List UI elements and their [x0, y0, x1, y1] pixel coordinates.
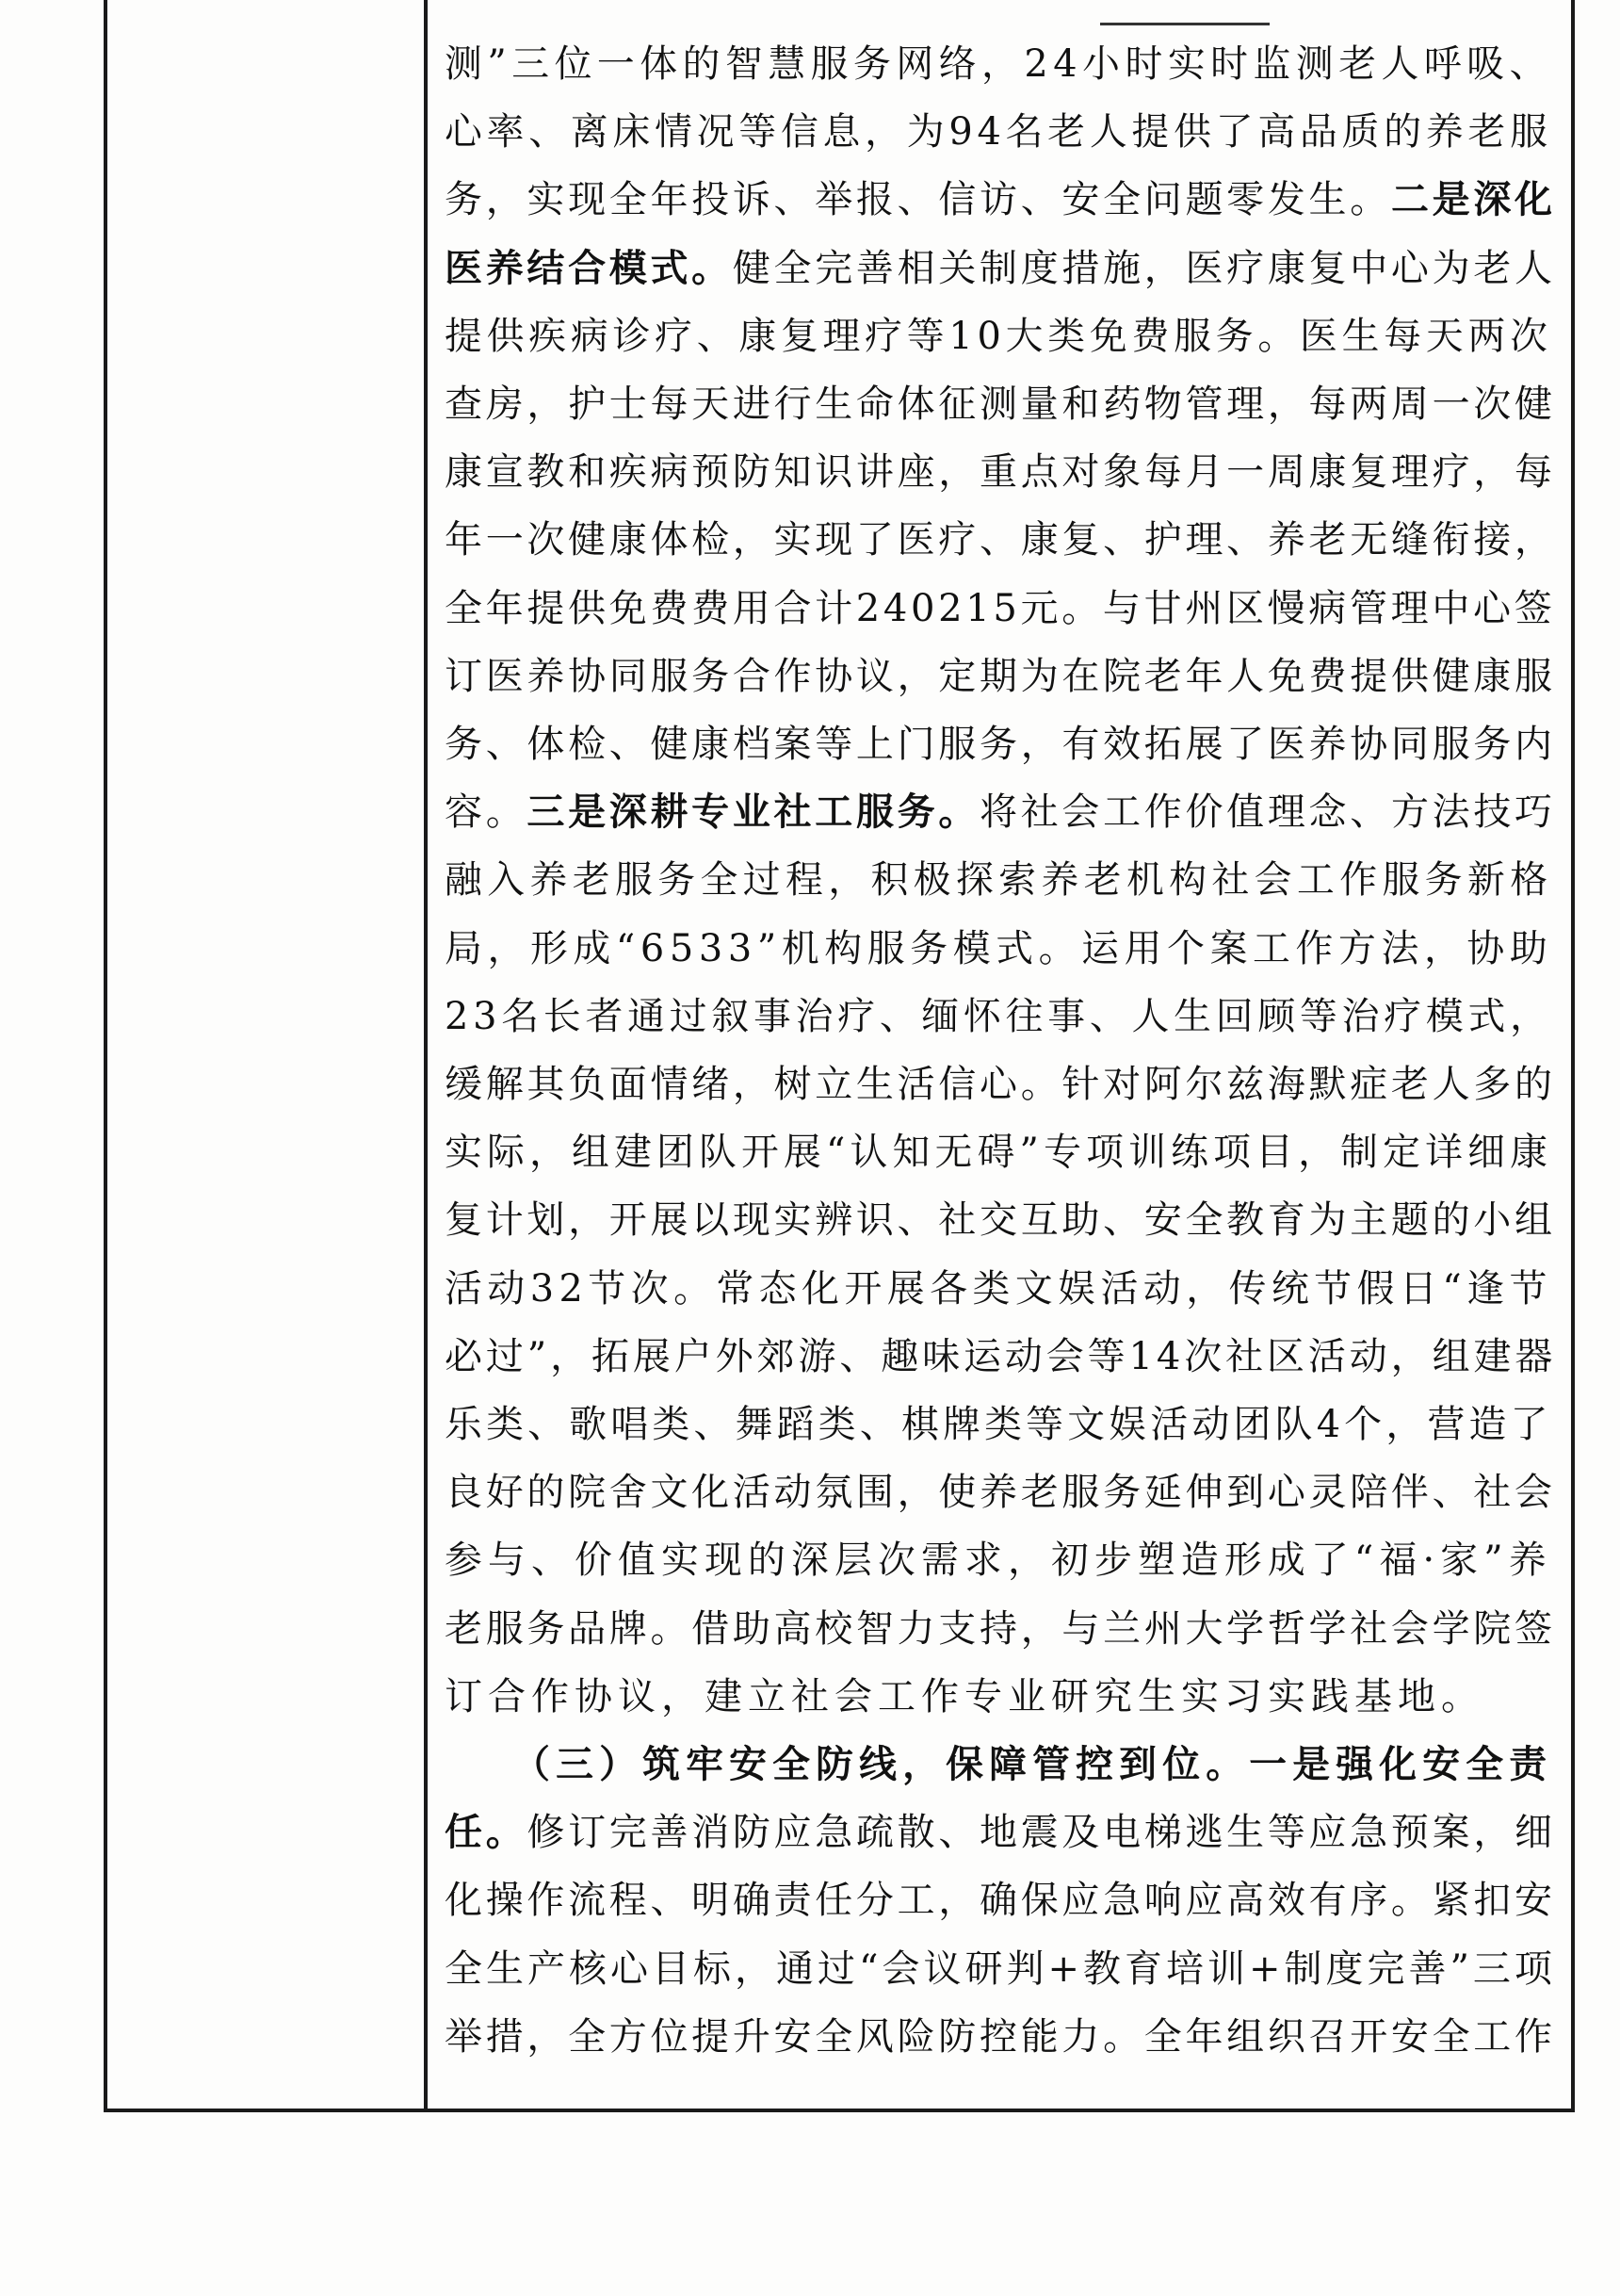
text-segment: 老服务品牌。借助高校智力支持，与兰州大学哲学社会学院签 [445, 1606, 1556, 1651]
text-segment: 全生产核心目标，通过“会议研判+教育培训+制度完善”三项 [445, 1946, 1556, 1991]
text-line [445, 846, 1552, 914]
text-line [445, 1866, 1556, 1934]
bold-text-segment: （三）筑牢安全防线，保障管控到位。一是强化安全责 [445, 1743, 1553, 1786]
text-line [445, 98, 1552, 166]
text-line [445, 2003, 1556, 2071]
text-segment: 复计划，开展以现实辨识、社交互助、安全教育为主题的小组 [445, 1198, 1556, 1243]
text-line [445, 1799, 1556, 1866]
text-line [445, 1526, 1552, 1594]
text-segment: 活动32节次。常态化开展各类文娱活动，传统节假日“逢节 [445, 1266, 1552, 1311]
text-line [445, 1323, 1556, 1391]
text-segment: 化操作流程、明确责任分工，确保应急响应高效有序。紧扣安 [445, 1879, 1556, 1923]
text-line [445, 1731, 1552, 1799]
text-line [445, 1255, 1552, 1323]
left-column-cell [107, 0, 428, 2109]
bold-text-segment: 三是深耕专业社工服务。 [526, 790, 980, 835]
text-line [445, 778, 1556, 846]
text-segment: 将社会工作价值理念、方法技巧 [980, 790, 1556, 835]
text-segment: 查房，护士每天进行生命体征测量和药物管理，每两周一次健 [445, 383, 1556, 426]
text-line [445, 1391, 1552, 1458]
text-segment: 康宣教和疾病预防知识讲座，重点对象每月一周康复理疗，每 [445, 450, 1556, 495]
text-segment: 良好的院舍文化活动氛围，使养老服务延伸到心灵陪伴、社会 [445, 1471, 1556, 1515]
text-segment: 提供疾病诊疗、康复理疗等10大类免费服务。医生每天两次 [445, 314, 1552, 358]
text-segment: 全年提供免费费用合计240215元。与甘州区慢病管理中心签 [445, 586, 1556, 630]
text-line [445, 1050, 1556, 1118]
text-line [445, 302, 1552, 370]
text-segment: 举措，全方位提升安全风险防控能力。全年组织召开安全工作 [445, 2014, 1556, 2059]
text-line [445, 30, 1552, 98]
text-line [445, 1935, 1556, 2003]
text-segment: 健全完善相关制度措施，医疗康复中心为老人 [732, 246, 1556, 290]
bold-text-segment: 二是深化 [1390, 178, 1556, 222]
text-segment: 容。 [445, 790, 527, 835]
text-line [445, 166, 1556, 234]
text-segment: 参与、价值实现的深层次需求，初步塑造形成了“福·家”养 [445, 1539, 1552, 1583]
text-segment: 心率、离床情况等信息，为94名老人提供了高品质的养老服 [445, 110, 1552, 155]
text-line [445, 710, 1556, 778]
text-line [445, 575, 1555, 643]
text-segment: 务，实现全年投诉、举报、信访、安全问题零发生。 [445, 178, 1391, 222]
text-line [445, 1458, 1556, 1526]
table-frame [104, 0, 1575, 2112]
text-line [445, 370, 1556, 438]
text-line [445, 506, 1556, 574]
text-segment: 必过”，拓展户外郊游、趣味运动会等14次社区活动，组建器 [445, 1334, 1557, 1378]
text-line [445, 643, 1556, 710]
text-segment: 局，形成“6533”机构服务模式。运用个案工作方法，协助 [445, 926, 1553, 970]
text-segment: 年一次健康体检，实现了医疗、康复、护理、养老无缝衔接， [445, 518, 1556, 562]
text-line [445, 915, 1552, 983]
text-line [445, 1186, 1556, 1254]
text-line [445, 1595, 1556, 1663]
text-segment: 缓解其负面情绪，树立生活信心。针对阿尔兹海默症老人多的 [445, 1063, 1556, 1106]
text-segment: 融入养老服务全过程，积极探索养老机构社会工作服务新格 [445, 858, 1553, 903]
bold-text-segment: 医养结合模式。 [445, 246, 733, 290]
text-segment: 实际，组建团队开展“认知无碍”专项训练项目，制定详细康 [445, 1131, 1553, 1175]
text-segment: 修订完善消防应急疏散、地震及电梯逃生等应急预案，细 [526, 1811, 1556, 1855]
text-segment: 乐类、歌唱类、舞蹈类、棋牌类等文娱活动团队4个，营造了 [445, 1403, 1552, 1446]
text-segment: 23名长者通过叙事治疗、缅怀往事、人生回顾等治疗模式， [445, 994, 1552, 1038]
text-line [445, 235, 1556, 302]
text-line [445, 1663, 1484, 1731]
text-line [445, 438, 1556, 506]
text-segment: 务、体检、健康档案等上门服务，有效拓展了医养协同服务内 [445, 723, 1556, 766]
text-line [445, 1118, 1552, 1186]
text-segment: 订合作协议，建立社会工作专业研究生实习实践基地。 [445, 1674, 1484, 1718]
text-segment: 测”三位一体的智慧服务网络，24小时实时监测老人呼吸、 [445, 42, 1552, 86]
text-line [445, 983, 1552, 1050]
text-segment: 订医养协同服务合作协议，定期为在院老年人免费提供健康服 [445, 654, 1556, 698]
content-column-cell [435, 0, 1569, 2109]
bold-text-segment: 任。 [445, 1811, 527, 1855]
